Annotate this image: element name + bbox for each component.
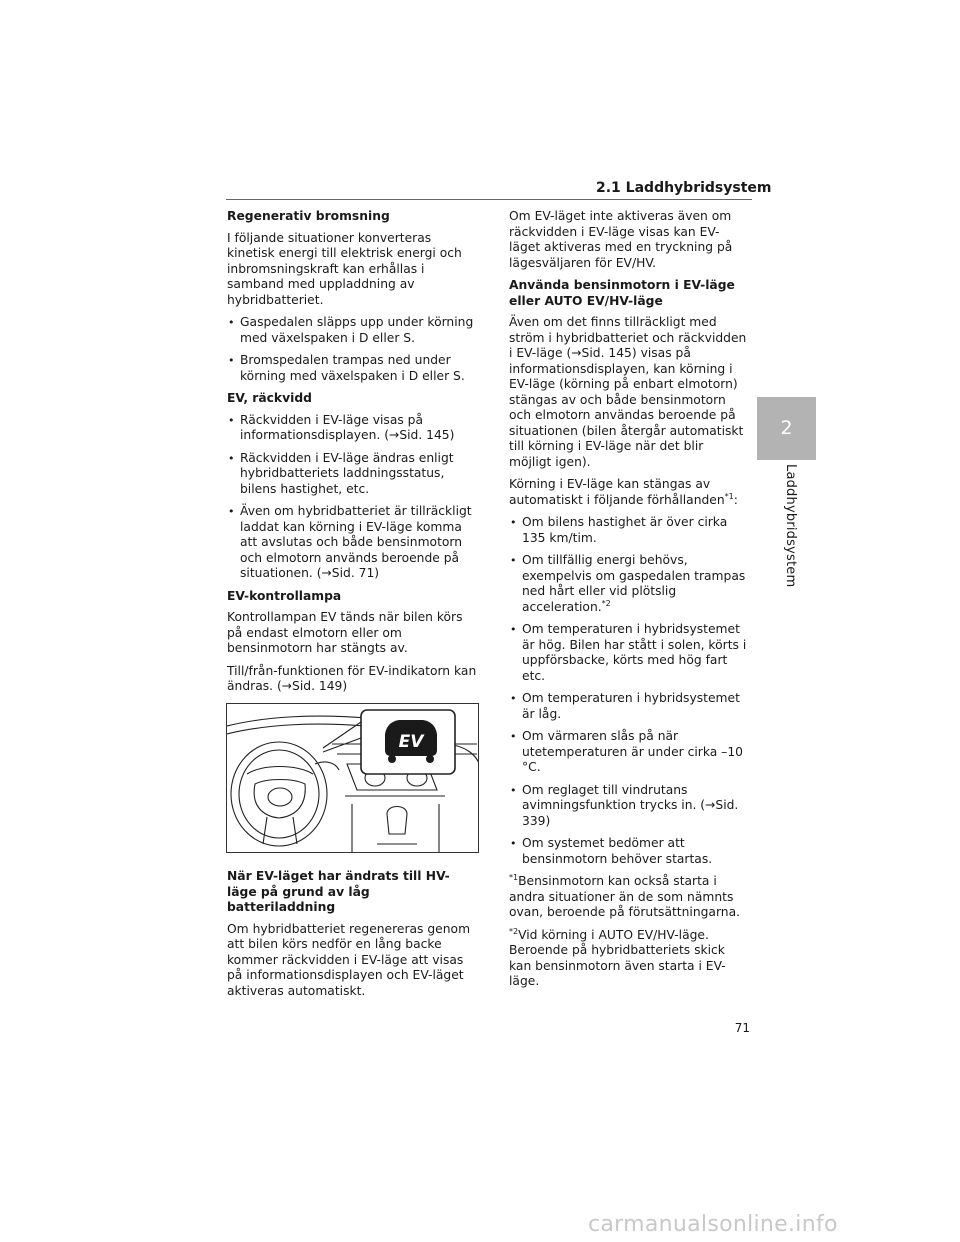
list-item: • Räckvidden i EV-läge visas på informationsdisplayen. (→Sid. 145) (227, 413, 479, 444)
list-item: • Räckvidden i EV-läge ändras enligt hybridbatteriets laddningsstatus, bilens hastighet, etc. (227, 451, 479, 498)
chapter-tab: 2 (757, 397, 816, 460)
footnote-marker: *1 (509, 872, 519, 882)
paragraph: Till/från-funktionen för EV-indikatorn kan ändras. (→Sid. 149) (227, 663, 477, 693)
list-item (509, 553, 749, 615)
footnote-ref: *1 (724, 491, 734, 501)
list-item: • Om värmaren slås på när utetemperaturen är under cirka –10 °C. (509, 729, 749, 776)
right-column (509, 209, 749, 997)
text: : (733, 492, 738, 507)
text: Bensinmotorn kan också starta i andra situationer än de som nämnts ovan, beroende på förutsättningarna. (509, 874, 741, 919)
left-column (227, 209, 479, 702)
heading-regenerative-braking: Regenerativ bromsning (227, 209, 390, 223)
bullet-list (227, 413, 479, 582)
heading-ev-indicator: EV-kontrollampa (227, 588, 342, 603)
bullet-list (509, 515, 749, 867)
list-item: • Om systemet bedömer att bensinmotorn behöver startas. (509, 836, 749, 867)
footnote-marker: *2 (509, 926, 519, 936)
dashboard-drawing (227, 704, 479, 853)
paragraph: Även om det finns tillräckligt med ström i hybridbatteriet och räckvidden i EV-läge (→Sid. 145) visas på informationsdisplayen, kan körning i EV-läge (körning på enbart elmotorn) stängas av och både bensinmotorn och elmotorn användas beroende på situationen (bilen återgår automatiskt till körning i EV-läge när det blir möjligt igen). (509, 315, 747, 469)
ev-indicator-text: EV (398, 732, 424, 752)
list-item: • Gaspedalen släpps upp under körning med växelspaken i D eller S. (227, 315, 479, 346)
dashboard-illustration (226, 703, 479, 853)
list-item: • Bromspedalen trampas ned under körning med växelspaken i D eller S. (227, 353, 479, 384)
paragraph: Om hybridbatteriet regenereras genom att bilen körs nedför en lång backe kommer räckvidden i EV-läge att visas på informationsdisplayen och EV-läget aktiveras automatiskt. (227, 921, 471, 998)
paragraph: Kontrollampan EV tänds när bilen körs på endast elmotorn eller om bensinmotorn har stängts av. (227, 610, 463, 655)
text: Körning i EV-läge kan stängas av automatiskt i följande förhållanden (509, 477, 725, 507)
text: Om tillfällig energi behövs, exempelvis om gaspedalen trampas ned hårt eller vid plötslig acceleration. (522, 553, 746, 614)
left-column-bottom (227, 869, 479, 1006)
list-item: • Om temperaturen i hybridsystemet är hög. Bilen har stått i solen, körts i uppförsbacke, körts med hög fart etc. (509, 622, 749, 684)
paragraph (509, 477, 749, 508)
footnote (509, 874, 749, 921)
heading-engine-in-ev-mode: Använda bensinmotorn i EV-läge eller AUTO EV/HV-läge (509, 278, 735, 308)
section-title: 2.1 Laddhybridsystem (596, 180, 772, 196)
page-number: 71 (734, 1021, 750, 1035)
paragraph: Om EV-läget inte aktiveras även om räckvidden i EV-läge visas kan EV-läget aktiveras med en tryckning på lägesväljaren för EV/HV. (509, 209, 733, 270)
header-rule (226, 199, 752, 200)
list-item: • Om reglaget till vindrutans avimningsfunktion trycks in. (→Sid. 339) (509, 783, 749, 830)
heading-ev-to-hv: När EV-läget har ändrats till HV-läge på grund av låg batteriladdning (227, 869, 450, 914)
heading-ev-range: EV, räckvidd (227, 391, 312, 405)
chapter-label: Laddhybridsystem (783, 464, 798, 588)
bullet-list (227, 315, 479, 384)
text: Vid körning i AUTO EV/HV-läge. Beroende på hybridbatteriets skick kan bensinmotorn även starta i EV-läge. (509, 927, 726, 988)
footnote-ref: *2 (601, 598, 611, 608)
list-item: • Om temperaturen i hybridsystemet är låg. (509, 691, 749, 722)
footnote (509, 928, 749, 990)
list-item: • Om bilens hastighet är över cirka 135 km/tim. (509, 515, 749, 546)
watermark: carmanualsonline.info (588, 1212, 838, 1237)
list-item: • Även om hybridbatteriet är tillräckligt laddat kan körning i EV-läge komma att avslutas och både bensinmotorn och elmotorn används beroende på situationen. (→Sid. 71) (227, 504, 479, 582)
paragraph: I följande situationer konverteras kinetisk energi till elektrisk energi och inbromsningskraft kan erhållas i samband med uppladdning av hybridbatteriet. (227, 230, 462, 307)
